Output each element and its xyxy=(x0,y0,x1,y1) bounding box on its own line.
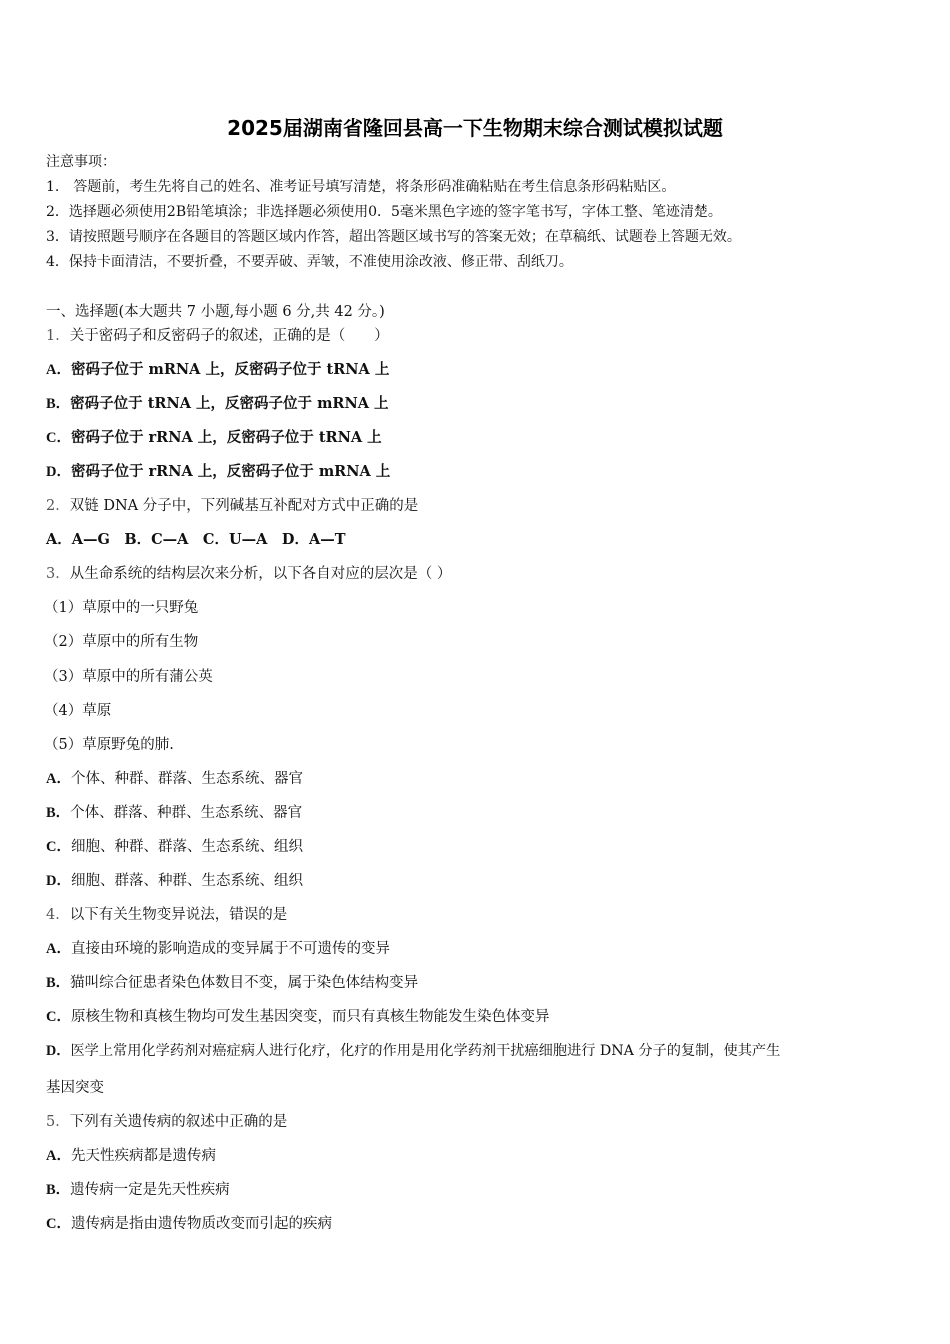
option-text: 密码子位于 rRNA 上，反密码子位于 tRNA 上 xyxy=(70,429,382,446)
option-text: 遗传病一定是先天性疾病 xyxy=(70,1182,230,1198)
option-label: B． xyxy=(46,1182,71,1198)
answer-option xyxy=(46,973,418,993)
question-number: 1． xyxy=(46,328,70,344)
option-text: 原核生物和真核生物均可发生基因突变，而只有真核生物能发生染色体变异 xyxy=(70,1009,550,1025)
question-number: 4． xyxy=(46,907,70,923)
question-item: （5）草原野兔的肺. xyxy=(44,737,174,753)
option-text: 密码子位于 rRNA 上，反密码子位于 mRNA 上 xyxy=(70,463,391,480)
question-stem xyxy=(46,1112,287,1132)
option-label: C． xyxy=(46,1216,71,1232)
option-label: D． xyxy=(46,873,71,889)
answer-option xyxy=(46,1180,230,1200)
section-heading: 一、选择题(本大题共 7 小题,每小题 6 分,共 42 分。) xyxy=(46,304,385,320)
option-text: 医学上常用化学药剂对癌症病人进行化疗，化疗的作用是用化学药剂干扰癌细胞进行 DNA 分子的复制，使其产生 xyxy=(70,1043,781,1059)
option-label: B． xyxy=(46,805,71,821)
question-text: 关于密码子和反密码子的叙述，正确的是（ ） xyxy=(69,328,389,344)
question-stem xyxy=(46,564,451,584)
answer-option xyxy=(46,394,389,414)
question-text: 以下有关生物变异说法，错误的是 xyxy=(69,907,288,923)
notice-item: 2．选择题必须使用2B铅笔填涂；非选择题必须使用0．5毫米黑色字迹的签字笔书写，字体工整、笔迹清楚。 xyxy=(46,204,722,220)
option-text: 细胞、群落、种群、生态系统、组织 xyxy=(70,873,303,889)
answer-option xyxy=(46,1146,216,1166)
option-label: A． xyxy=(46,1148,71,1164)
question-item: （1）草原中的一只野兔 xyxy=(44,600,199,616)
page-title: 2025届湖南省隆回县高一下生物期末综合测试模拟试题 xyxy=(227,116,723,140)
question-number: 5． xyxy=(46,1114,70,1130)
question-stem xyxy=(46,326,389,346)
question-text: 从生命系统的结构层次来分析，以下各自对应的层次是（ ） xyxy=(69,566,452,582)
option-label: C． xyxy=(46,839,71,855)
option-label: C． xyxy=(46,430,71,446)
option-label: A． xyxy=(46,941,71,957)
answer-option xyxy=(46,1007,549,1027)
option-text: 个体、种群、群落、生态系统、器官 xyxy=(70,771,303,787)
option-label: B． xyxy=(46,975,71,991)
question-item: （4）草原 xyxy=(44,703,112,719)
answer-option xyxy=(46,871,303,891)
question-text: 下列有关遗传病的叙述中正确的是 xyxy=(69,1114,288,1130)
answer-option xyxy=(46,462,390,482)
option-text: 直接由环境的影响造成的变异属于不可遗传的变异 xyxy=(70,941,390,957)
option-label: D． xyxy=(46,464,71,480)
question-number: 2． xyxy=(46,498,70,514)
notice-item: 1. 答题前，考生先将自己的姓名、准考证号填写清楚，将条形码准确粘贴在考生信息条形码粘贴区。 xyxy=(46,179,676,195)
option-label: B． xyxy=(46,396,71,412)
answer-option xyxy=(46,428,382,448)
question-item: （3）草原中的所有蒲公英 xyxy=(44,669,213,685)
answer-option xyxy=(46,1041,780,1061)
answer-option xyxy=(46,939,390,959)
answer-option xyxy=(46,769,303,789)
notice-item: 3．请按照题号顺序在各题目的答题区域内作答，超出答题区域书写的答案无效；在草稿纸、试题卷上答题无效。 xyxy=(46,229,741,245)
option-text: 猫叫综合征患者染色体数目不变，属于染色体结构变异 xyxy=(70,975,419,991)
option-text: 个体、群落、种群、生态系统、器官 xyxy=(70,805,303,821)
option-label: A． xyxy=(46,362,71,378)
notice-heading: 注意事项： xyxy=(46,154,116,170)
option-text: 密码子位于 mRNA 上，反密码子位于 tRNA 上 xyxy=(70,361,390,378)
option-text: 细胞、种群、群落、生态系统、组织 xyxy=(70,839,303,855)
answer-option xyxy=(46,803,302,823)
question-stem xyxy=(46,905,287,925)
option-continuation: 基因突变 xyxy=(46,1080,104,1096)
option-label: D． xyxy=(46,1043,71,1059)
option-label: A． xyxy=(46,771,71,787)
answer-option xyxy=(46,360,389,380)
option-text: 密码子位于 tRNA 上，反密码子位于 mRNA 上 xyxy=(70,395,389,412)
question-text: 双链 DNA 分子中，下列碱基互补配对方式中正确的是 xyxy=(69,498,419,514)
answer-options-inline: A．A—G B．C—A C．U—A D．A—T xyxy=(46,531,346,548)
question-number: 3． xyxy=(46,566,70,582)
notice-item: 4．保持卡面清洁，不要折叠，不要弄破、弄皱，不准使用涂改液、修正带、刮纸刀。 xyxy=(46,254,573,270)
answer-option xyxy=(46,837,303,857)
question-stem xyxy=(46,496,418,516)
question-item: （2）草原中的所有生物 xyxy=(44,634,199,650)
option-text: 先天性疾病都是遗传病 xyxy=(70,1148,216,1164)
option-text: 遗传病是指由遗传物质改变而引起的疾病 xyxy=(70,1216,332,1232)
answer-option xyxy=(46,1214,332,1234)
option-label: C． xyxy=(46,1009,71,1025)
